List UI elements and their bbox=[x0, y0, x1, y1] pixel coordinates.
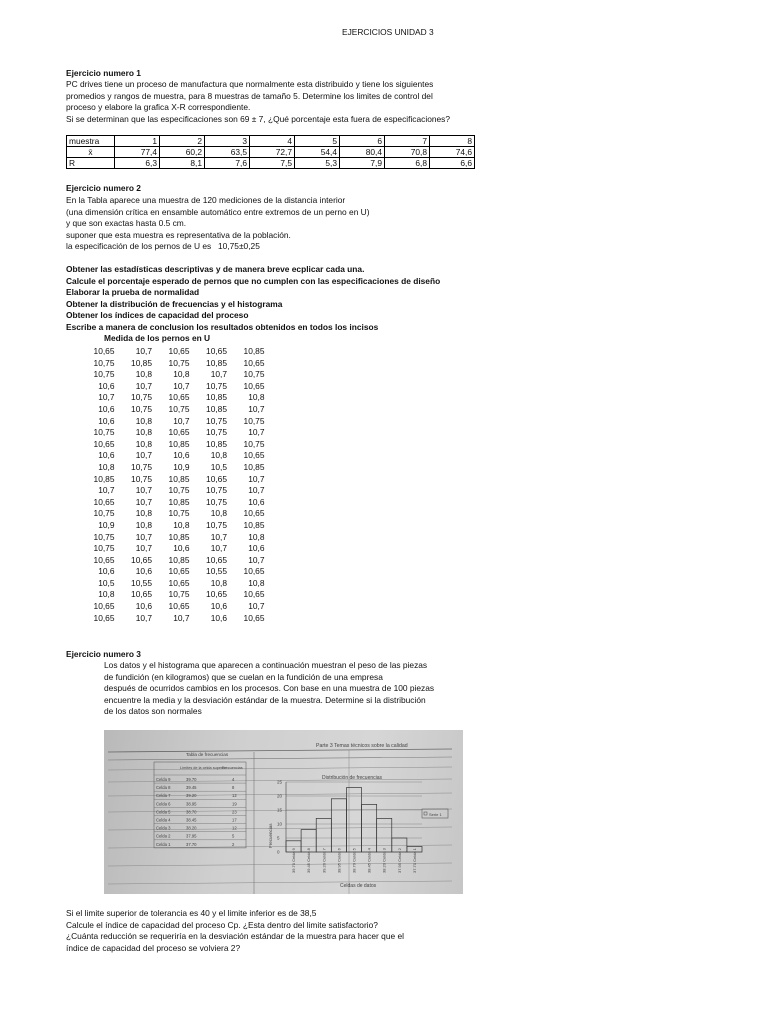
ex2-line: y que son exactas hasta 0.5 cm. bbox=[66, 218, 187, 228]
measurement-cell: 10,75 bbox=[168, 357, 190, 368]
measurement-cell: 10,85 bbox=[206, 438, 227, 449]
ex1-line: promedios y rangos de muestra, para 8 muestras de tamaño 5. Determine los limites de control del bbox=[66, 90, 433, 101]
ex2-task: Obtener los índices de capacidad del proceso bbox=[66, 310, 249, 320]
measurement-row bbox=[78, 416, 266, 428]
ex1-line: proceso y elabore la grafica X-R correspondiente. bbox=[66, 102, 251, 112]
measurement-cell: 10,75 bbox=[93, 508, 115, 519]
measurement-cell: 10,8 bbox=[210, 577, 227, 588]
measurement-cell: 10,75 bbox=[168, 403, 190, 414]
measurement-table-title: Medida de los pernos en U bbox=[104, 333, 211, 343]
measurement-row bbox=[78, 450, 266, 462]
measurement-cell: 10,8 bbox=[135, 438, 152, 449]
measurement-cell: 10,6 bbox=[98, 380, 115, 391]
measurement-table bbox=[78, 346, 266, 624]
measurement-row bbox=[78, 532, 266, 544]
sample-table-cell: 7,9 bbox=[340, 158, 385, 169]
photo-table-limit: 39.45 bbox=[186, 785, 197, 791]
photo-table-freq: 17 bbox=[232, 817, 237, 823]
ex3-question: ¿Cuánta reducción se requeriría en la desviación estándar de la muestra para hacer que el bbox=[66, 931, 404, 941]
measurement-cell: 10,6 bbox=[248, 496, 265, 507]
measurement-cell: 10,8 bbox=[248, 392, 265, 403]
measurement-cell: 10,85 bbox=[168, 473, 190, 484]
photo-table-cell: Celda 5 bbox=[156, 809, 171, 815]
ex2-line: suponer que esta muestra es representativa de la población. bbox=[66, 229, 291, 240]
sample-table-cell: 54,4 bbox=[295, 147, 340, 158]
measurement-cell: 10,6 bbox=[135, 566, 152, 577]
chart-xtick-label: 39.70 Celda 9 bbox=[291, 848, 297, 873]
measurement-cell: 10,65 bbox=[168, 427, 190, 438]
measurement-cell: 10,8 bbox=[98, 461, 115, 472]
histogram-bar bbox=[316, 818, 331, 852]
measurement-row bbox=[78, 392, 266, 404]
measurement-cell: 10,85 bbox=[168, 438, 190, 449]
sample-table-row-label: muestra bbox=[67, 136, 115, 147]
measurement-row bbox=[78, 497, 266, 509]
measurement-cell: 10,8 bbox=[135, 519, 152, 530]
measurement-row bbox=[78, 346, 266, 358]
photo-chart-title: Distribución de frecuencias bbox=[322, 775, 383, 781]
ex2-heading: Ejercicio numero 2 bbox=[66, 183, 141, 193]
measurement-cell: 10,6 bbox=[135, 601, 152, 612]
measurement-cell: 10,85 bbox=[206, 392, 227, 403]
measurement-cell: 10,9 bbox=[98, 519, 115, 530]
measurement-cell: 10,7 bbox=[173, 612, 190, 623]
sample-table-cell: 1 bbox=[115, 136, 160, 147]
ex2-task: Obtener las estadísticas descriptivas y de manera breve ecplicar cada una. bbox=[66, 264, 365, 274]
measurement-cell: 10,65 bbox=[168, 577, 190, 588]
photo-table-freq: 4 bbox=[232, 777, 235, 782]
histogram-bar bbox=[331, 799, 346, 852]
measurement-cell: 10,6 bbox=[248, 543, 265, 554]
sample-table-cell: 80,4 bbox=[340, 147, 385, 158]
measurement-cell: 10,75 bbox=[206, 496, 227, 507]
measurement-row bbox=[78, 369, 266, 381]
ex3-question: Calcule el índice de capacidad del proceso Cp. ¿Esta dentro del limite satisfactorio? bbox=[66, 919, 378, 930]
measurement-cell: 10,6 bbox=[98, 403, 115, 414]
measurement-cell: 10,7 bbox=[248, 554, 265, 565]
histogram-bar bbox=[362, 804, 377, 852]
ex1-line: PC drives tiene un proceso de manufactura que normalmente esta distribuido y tiene los siguientes bbox=[66, 79, 434, 89]
photo-col-header-freq: Frecuencias bbox=[222, 766, 243, 770]
chart-ytick-label: 10 bbox=[277, 821, 283, 827]
histogram-bar bbox=[346, 788, 361, 852]
measurement-cell: 10,75 bbox=[131, 403, 152, 414]
ex3-line: después de ocurridos cambios en los procesos. Con base en una muestra de 100 piezas bbox=[104, 683, 435, 693]
measurement-row bbox=[78, 543, 266, 555]
measurement-cell: 10,65 bbox=[168, 566, 190, 577]
measurement-cell: 10,7 bbox=[248, 403, 265, 414]
measurement-row bbox=[78, 578, 266, 590]
chart-ytick-label: 20 bbox=[277, 793, 283, 799]
measurement-cell: 10,7 bbox=[173, 415, 190, 426]
measurement-cell: 10,75 bbox=[93, 369, 115, 380]
measurement-cell: 10,75 bbox=[93, 543, 115, 554]
chart-xtick-label: 38.95 Celda 6 bbox=[336, 848, 342, 873]
measurement-cell: 10,65 bbox=[131, 554, 152, 565]
measurement-cell: 10,7 bbox=[248, 473, 265, 484]
measurement-row bbox=[78, 613, 266, 625]
measurement-cell: 10,75 bbox=[93, 427, 115, 438]
photo-table-limit: 39.70 bbox=[186, 777, 197, 782]
photo-table-freq: 12 bbox=[232, 793, 237, 799]
chart-xtick-label: 38.45 Celda 4 bbox=[366, 848, 372, 873]
measurement-cell: 10,8 bbox=[210, 450, 227, 461]
measurement-cell: 10,65 bbox=[243, 380, 265, 391]
photo-table-cell: Celda 3 bbox=[156, 825, 171, 831]
photo-table-freq: 19 bbox=[232, 801, 237, 807]
ex2-task: Escribe a manera de conclusion los resultados obtenidos en todos los incisos bbox=[66, 321, 379, 332]
measurement-cell: 10,75 bbox=[206, 427, 227, 438]
measurement-cell: 10,75 bbox=[243, 415, 265, 426]
measurement-cell: 10,75 bbox=[168, 485, 190, 496]
measurement-cell: 10,7 bbox=[135, 612, 152, 623]
sample-table-cell: 7,5 bbox=[250, 158, 295, 169]
histogram-bar bbox=[377, 818, 392, 852]
measurement-cell: 10,65 bbox=[93, 346, 115, 356]
sample-table-cell: 5,3 bbox=[295, 158, 340, 169]
measurement-cell: 10,55 bbox=[131, 577, 152, 588]
measurement-cell: 10,75 bbox=[243, 369, 265, 380]
measurement-cell: 10,7 bbox=[98, 392, 115, 403]
measurement-row bbox=[78, 485, 266, 497]
measurement-cell: 10,6 bbox=[210, 612, 227, 623]
measurement-cell: 10,75 bbox=[93, 357, 115, 368]
measurement-cell: 10,75 bbox=[131, 461, 152, 472]
sample-table-cell: 60,2 bbox=[160, 147, 205, 158]
measurement-cell: 10,65 bbox=[243, 508, 265, 519]
measurement-cell: 10,6 bbox=[98, 450, 115, 461]
measurement-cell: 10,65 bbox=[93, 554, 115, 565]
measurement-cell: 10,7 bbox=[210, 543, 227, 554]
measurement-cell: 10,6 bbox=[173, 450, 190, 461]
ex1-line: Si se determinan que las especificaciones son 69 ± 7, ¿Qué porcentaje esta fuera de especificaciones? bbox=[66, 113, 451, 124]
photo-table-title: Tabla de frecuencias bbox=[186, 752, 229, 757]
measurement-cell: 10,8 bbox=[135, 508, 152, 519]
measurement-cell: 10,65 bbox=[243, 450, 265, 461]
measurement-cell: 10,7 bbox=[135, 380, 152, 391]
photo-part-title: Parte 3 Temas técnicos sobre la calidad bbox=[316, 743, 408, 749]
sample-table-row-label: R bbox=[67, 158, 115, 169]
sample-table-cell: 6,6 bbox=[430, 158, 475, 169]
sample-table-cell: 6 bbox=[340, 136, 385, 147]
sample-table-cell: 72,7 bbox=[250, 147, 295, 158]
chart-ytick-label: 0 bbox=[277, 849, 280, 855]
sample-table-cell: 6,8 bbox=[385, 158, 430, 169]
chart-xtick-label: 38.70 Celda 5 bbox=[351, 848, 357, 873]
photo-table-freq: 12 bbox=[232, 825, 237, 831]
measurement-cell: 10,65 bbox=[168, 392, 190, 403]
photo-legend-swatch bbox=[424, 812, 427, 815]
chart-xtick-label: 39.45 Celda 8 bbox=[306, 848, 312, 873]
ex3-line: de los datos son normales bbox=[104, 706, 202, 716]
chart-ytick-label: 5 bbox=[277, 835, 280, 841]
measurement-cell: 10,65 bbox=[243, 566, 265, 577]
sample-table-cell: 7 bbox=[385, 136, 430, 147]
ex2-task: Elaborar la prueba de normalidad bbox=[66, 287, 200, 297]
measurement-cell: 10,6 bbox=[210, 601, 227, 612]
measurement-cell: 10,65 bbox=[168, 346, 190, 356]
measurement-row bbox=[78, 566, 266, 578]
measurement-cell: 10,5 bbox=[210, 461, 227, 472]
measurement-cell: 10,85 bbox=[168, 496, 190, 507]
ex2-task: Calcule el porcentaje esperado de pernos que no cumplen con las especificaciones de diseño bbox=[66, 275, 441, 286]
photo-table-limit: 37.95 bbox=[186, 833, 197, 839]
measurement-cell: 10,65 bbox=[168, 601, 190, 612]
measurement-cell: 10,75 bbox=[243, 438, 265, 449]
measurement-cell: 10,85 bbox=[168, 531, 190, 542]
measurement-cell: 10,7 bbox=[248, 601, 265, 612]
measurement-cell: 10,85 bbox=[206, 357, 227, 368]
sample-table-cell: 77,4 bbox=[115, 147, 160, 158]
sample-table-cell: 74,6 bbox=[430, 147, 475, 158]
sample-table-cell: 70,8 bbox=[385, 147, 430, 158]
measurement-cell: 10,85 bbox=[206, 403, 227, 414]
measurement-cell: 10,75 bbox=[206, 380, 227, 391]
measurement-cell: 10,65 bbox=[206, 554, 227, 565]
measurement-cell: 10,8 bbox=[210, 508, 227, 519]
chart-ytick-label: 25 bbox=[277, 779, 283, 785]
measurement-cell: 10,75 bbox=[93, 531, 115, 542]
page-title: EJERCICIOS UNIDAD 3 bbox=[342, 27, 434, 37]
measurement-cell: 10,7 bbox=[135, 496, 152, 507]
measurement-cell: 10,7 bbox=[135, 543, 152, 554]
photo-table-cell: Celda 1 bbox=[156, 841, 171, 847]
photo-table-limit: 38.20 bbox=[186, 825, 197, 831]
photo-table-cell: Celda 2 bbox=[156, 833, 171, 839]
measurement-cell: 10,85 bbox=[243, 519, 265, 530]
photo-table-cell: Celda 9 bbox=[156, 777, 171, 782]
measurement-row bbox=[78, 555, 266, 567]
sample-table-row-label: x̄ bbox=[67, 147, 115, 158]
sample-table-cell: 2 bbox=[160, 136, 205, 147]
measurement-cell: 10,7 bbox=[98, 485, 115, 496]
measurement-row bbox=[78, 381, 266, 393]
measurement-row bbox=[78, 427, 266, 439]
measurement-cell: 10,7 bbox=[135, 531, 152, 542]
measurement-cell: 10,75 bbox=[206, 485, 227, 496]
sample-table-cell: 8 bbox=[430, 136, 475, 147]
measurement-row bbox=[78, 601, 266, 613]
photo-xlabel: Celdas de datos bbox=[340, 883, 377, 889]
measurement-cell: 10,75 bbox=[168, 508, 190, 519]
spec-value: 10,75±0,25 bbox=[218, 241, 260, 251]
measurement-cell: 10,65 bbox=[93, 612, 115, 623]
measurement-cell: 10,6 bbox=[173, 543, 190, 554]
sample-table-row bbox=[67, 136, 475, 147]
measurement-cell: 10,65 bbox=[131, 589, 152, 600]
measurement-cell: 10,65 bbox=[93, 496, 115, 507]
measurement-cell: 10,85 bbox=[243, 346, 265, 356]
textbook-photo bbox=[104, 730, 463, 894]
ex2-line: la especificación de los pernos de U es bbox=[66, 241, 212, 251]
measurement-cell: 10,8 bbox=[173, 369, 190, 380]
measurement-cell: 10,65 bbox=[243, 589, 265, 600]
ex3-line: encuentre la media y la desviación estándar de la muestra. Determine si la distribución bbox=[104, 694, 426, 705]
measurement-cell: 10,65 bbox=[206, 589, 227, 600]
measurement-cell: 10,6 bbox=[98, 566, 115, 577]
chart-xtick-label: 39.20 Celda 7 bbox=[321, 848, 327, 873]
measurement-cell: 10,7 bbox=[210, 531, 227, 542]
measurement-cell: 10,5 bbox=[98, 577, 115, 588]
measurement-row bbox=[78, 404, 266, 416]
ex3-heading: Ejercicio numero 3 bbox=[66, 649, 141, 659]
ex3-line: de fundición (en kilogramos) que se cuelan en la fundición de una empresa bbox=[104, 671, 383, 682]
ex3-line: Los datos y el histograma que aparecen a continuación muestran el peso de las piezas bbox=[104, 660, 428, 670]
photo-table-freq: 2 bbox=[232, 841, 235, 847]
measurement-cell: 10,8 bbox=[98, 589, 115, 600]
photo-table-limit: 38.95 bbox=[186, 801, 197, 807]
chart-xtick-label: 37.70 Celda 1 bbox=[411, 848, 417, 873]
measurement-cell: 10,7 bbox=[135, 485, 152, 496]
measurement-cell: 10,8 bbox=[135, 427, 152, 438]
measurement-cell: 10,8 bbox=[248, 577, 265, 588]
measurement-cell: 10,8 bbox=[135, 415, 152, 426]
sample-table-cell: 4 bbox=[250, 136, 295, 147]
sample-table bbox=[66, 135, 475, 169]
photo-table-cell: Celda 8 bbox=[156, 785, 171, 791]
measurement-cell: 10,65 bbox=[243, 357, 265, 368]
sample-table-cell: 3 bbox=[205, 136, 250, 147]
measurement-cell: 10,8 bbox=[135, 369, 152, 380]
measurement-cell: 10,85 bbox=[243, 461, 265, 472]
measurement-cell: 10,7 bbox=[248, 427, 265, 438]
sample-table-cell: 63,5 bbox=[205, 147, 250, 158]
measurement-row bbox=[78, 462, 266, 474]
sample-table-row bbox=[67, 147, 475, 158]
measurement-row bbox=[78, 358, 266, 370]
measurement-cell: 10,7 bbox=[248, 485, 265, 496]
photo-table-limit: 38.70 bbox=[186, 809, 197, 815]
measurement-cell: 10,85 bbox=[168, 554, 190, 565]
chart-xtick-label: 38.20 Celda 3 bbox=[381, 848, 387, 873]
photo-table-freq: 8 bbox=[232, 785, 235, 791]
photo-table-freq: 5 bbox=[232, 833, 235, 839]
measurement-cell: 10,9 bbox=[173, 461, 190, 472]
measurement-cell: 10,65 bbox=[243, 612, 265, 623]
measurement-cell: 10,65 bbox=[93, 438, 115, 449]
measurement-row bbox=[78, 439, 266, 451]
measurement-cell: 10,75 bbox=[131, 392, 152, 403]
ex1-heading: Ejercicio numero 1 bbox=[66, 68, 141, 78]
measurement-cell: 10,75 bbox=[206, 519, 227, 530]
sample-table-cell: 8,1 bbox=[160, 158, 205, 169]
photo-table-limit: 38.45 bbox=[186, 817, 197, 823]
chart-xtick-label: 37.95 Celda 2 bbox=[396, 848, 402, 873]
ex2-task: Obtener la distribución de frecuencias y el histograma bbox=[66, 298, 283, 309]
measurement-cell: 10,7 bbox=[135, 450, 152, 461]
photo-legend-label: Serie 1 bbox=[429, 812, 442, 817]
ex2-line: (una dimensión crítica en ensamble automático entre extremos de un perno en U) bbox=[66, 206, 370, 217]
measurement-cell: 10,7 bbox=[173, 380, 190, 391]
photo-table-limit: 39.20 bbox=[186, 793, 197, 799]
photo-col-header-limit: Límites de la celda superior bbox=[180, 766, 227, 770]
sample-table-cell: 5 bbox=[295, 136, 340, 147]
measurement-cell: 10,8 bbox=[248, 531, 265, 542]
measurement-cell: 10,75 bbox=[206, 415, 227, 426]
measurement-cell: 10,85 bbox=[131, 357, 152, 368]
measurement-cell: 10,75 bbox=[131, 473, 152, 484]
measurement-cell: 10,65 bbox=[206, 473, 227, 484]
photo-ylabel: Frecuencias bbox=[268, 823, 273, 848]
measurement-row bbox=[78, 474, 266, 486]
sample-table-cell: 7,6 bbox=[205, 158, 250, 169]
measurement-row bbox=[78, 508, 266, 520]
measurement-row bbox=[78, 520, 266, 532]
ex2-line: En la Tabla aparece una muestra de 120 mediciones de la distancia interior bbox=[66, 195, 346, 205]
photo-table-cell: Celda 6 bbox=[156, 801, 171, 807]
photo-table-cell: Celda 7 bbox=[156, 793, 171, 799]
measurement-cell: 10,75 bbox=[168, 589, 190, 600]
sample-table-row bbox=[67, 158, 475, 169]
photo-table-cell: Celda 4 bbox=[156, 817, 171, 823]
chart-ytick-label: 15 bbox=[277, 807, 283, 813]
measurement-cell: 10,7 bbox=[135, 346, 152, 356]
photo-table-limit: 37.70 bbox=[186, 841, 197, 847]
measurement-cell: 10,65 bbox=[93, 601, 115, 612]
measurement-cell: 10,7 bbox=[210, 369, 227, 380]
ex3-question: índice de capacidad del proceso se volviera 2? bbox=[66, 942, 241, 953]
measurement-cell: 10,65 bbox=[206, 346, 227, 356]
photo-table-freq: 23 bbox=[232, 809, 237, 815]
ex3-question: Si el limite superior de tolerancia es 40 y el limite inferior es de 38,5 bbox=[66, 908, 317, 918]
measurement-cell: 10,85 bbox=[93, 473, 115, 484]
measurement-cell: 10,55 bbox=[206, 566, 227, 577]
measurement-cell: 10,8 bbox=[173, 519, 190, 530]
measurement-row bbox=[78, 589, 266, 601]
sample-table-cell: 6,3 bbox=[115, 158, 160, 169]
measurement-cell: 10,6 bbox=[98, 415, 115, 426]
